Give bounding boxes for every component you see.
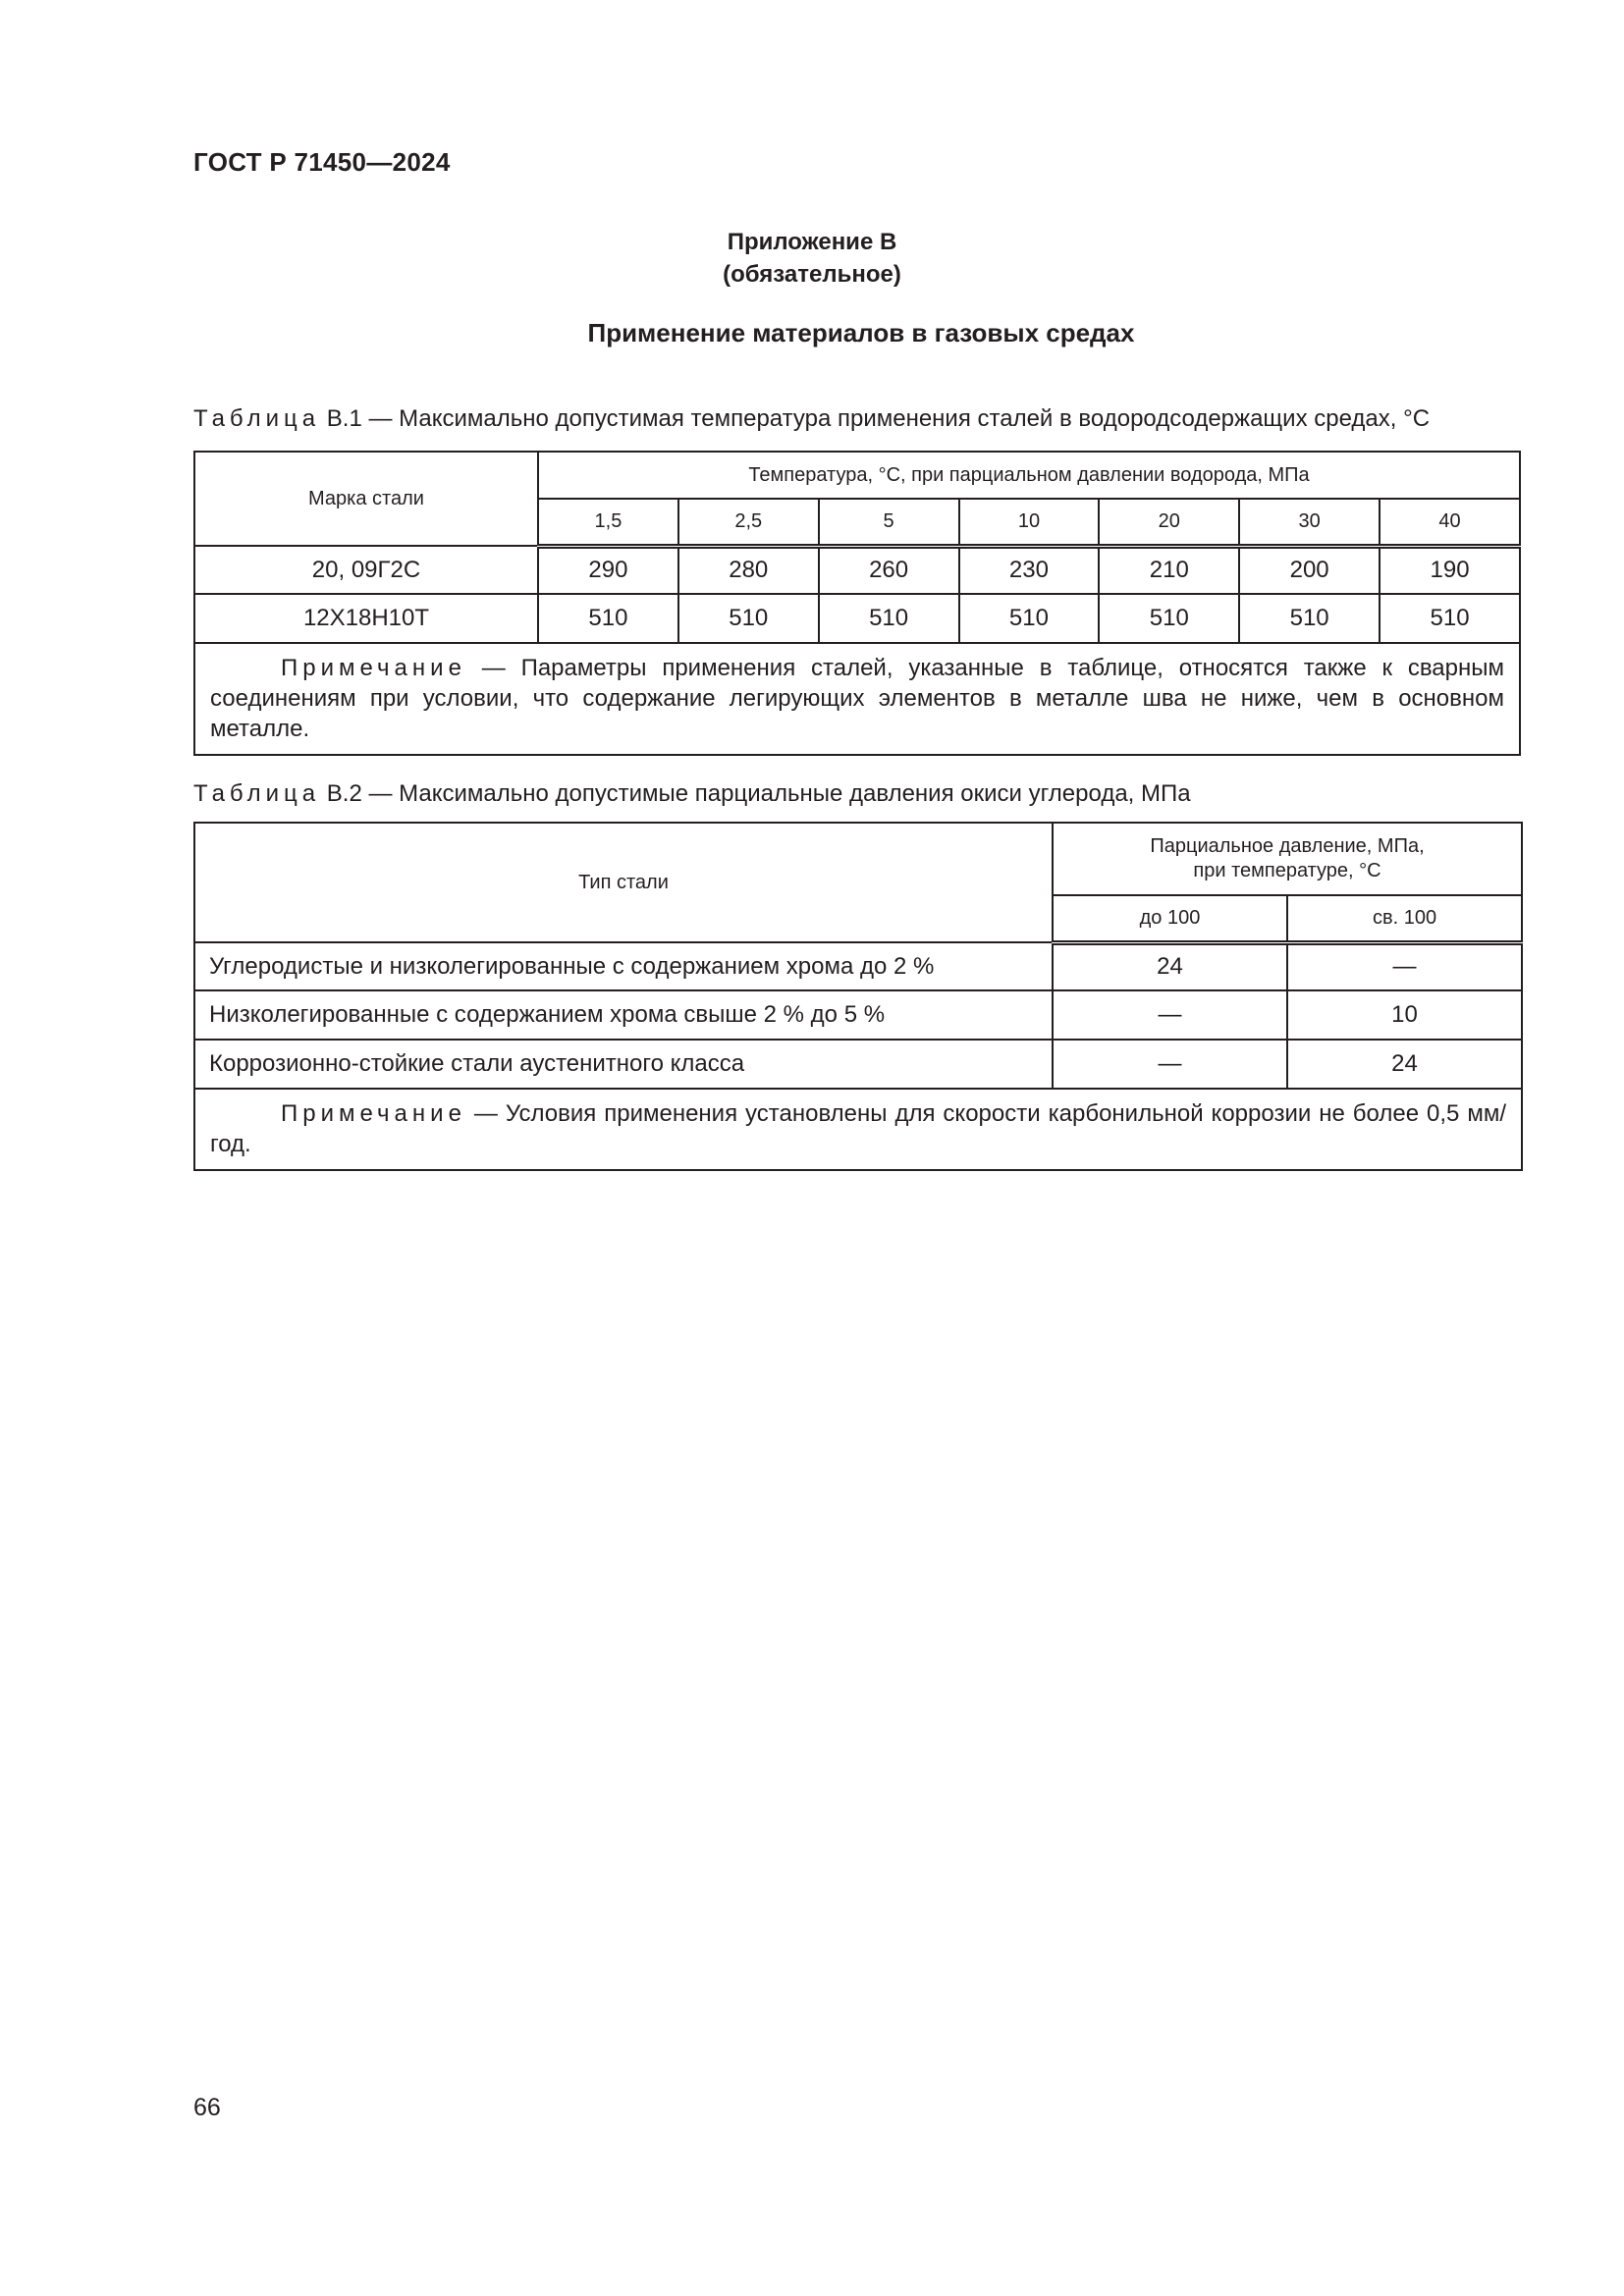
table1-value-cell: 510 <box>678 594 819 643</box>
table2-type-cell: Коррозионно-стойкие стали аустенитного класса <box>194 1040 1053 1089</box>
table1-value-cell: 510 <box>1380 594 1520 643</box>
table2-header-type: Тип стали <box>194 823 1053 942</box>
table2-caption-prefix: Таблица <box>193 780 321 807</box>
table1-pressure: 5 <box>819 499 959 546</box>
section-title: Применение материалов в газовых средах <box>587 318 1135 347</box>
table1-value-cell: 510 <box>959 594 1100 643</box>
table2-header-group-line1: Парциальное давление, МПа, <box>1150 835 1425 857</box>
table1-header-row <box>194 452 1520 499</box>
table1-header-steel: Марка стали <box>194 452 538 546</box>
table2-value-cell: — <box>1053 990 1287 1040</box>
table2-note <box>194 1089 1522 1170</box>
table1-pressure: 30 <box>1239 499 1380 546</box>
table2-type-cell: Низколегированные с содержанием хрома свыше 2 % до 5 % <box>194 990 1053 1040</box>
table1-value-cell: 210 <box>1099 546 1239 594</box>
table1-steel-cell: 12Х18Н10Т <box>194 594 538 643</box>
table1-pressure: 2,5 <box>678 499 819 546</box>
table1-header-group: Температура, °С, при парциальном давлении водорода, МПа <box>538 452 1520 499</box>
table2-temp: до 100 <box>1053 895 1287 942</box>
table-row <box>194 942 1522 990</box>
table2-caption-text: В.2 — Максимально допустимые парциальные давления окиси углерода, МПа <box>326 780 1191 807</box>
table2-value-cell: 24 <box>1287 1040 1522 1089</box>
table2-value-cell: 24 <box>1053 942 1287 990</box>
table2-caption <box>193 780 1191 808</box>
table1-value-cell: 510 <box>819 594 959 643</box>
table1-pressure: 10 <box>959 499 1100 546</box>
table1-caption <box>193 405 1430 433</box>
table-row <box>194 546 1520 594</box>
table1-note-label: Примечание <box>281 655 466 681</box>
table2 <box>193 822 1523 1171</box>
table2-value-cell: — <box>1053 1040 1287 1089</box>
table2-note-text: — Условия применения установлены для скорости карбонильной коррозии не более 0,5 мм/год. <box>210 1100 1507 1157</box>
table-row <box>194 594 1520 643</box>
table1-note-row <box>194 643 1520 755</box>
page-number: 66 <box>193 2094 221 2121</box>
table2-type-cell: Углеродистые и низколегированные с содержанием хрома до 2 % <box>194 942 1053 990</box>
table-row <box>194 1040 1522 1089</box>
table2-value-cell: — <box>1287 942 1522 990</box>
appendix-status: (обязательное) <box>723 261 901 288</box>
table1-value-cell: 510 <box>538 594 678 643</box>
table1-value-cell: 260 <box>819 546 959 594</box>
table1-caption-text: В.1 — Максимально допустимая температура применения сталей в водородсодержащих средах, °С <box>326 405 1431 432</box>
table1-value-cell: 280 <box>678 546 819 594</box>
appendix-title: Приложение В <box>727 229 897 255</box>
document-code: ГОСТ Р 71450—2024 <box>193 147 451 177</box>
table2-value-cell: 10 <box>1287 990 1522 1040</box>
table2-note-label: Примечание <box>281 1100 466 1127</box>
table2-header-group <box>1053 823 1522 895</box>
table2-note-row <box>194 1089 1522 1170</box>
table1-pressure: 1,5 <box>538 499 678 546</box>
table1-value-cell: 510 <box>1239 594 1380 643</box>
table1-caption-prefix: Таблица <box>193 405 321 432</box>
table1-value-cell: 200 <box>1239 546 1380 594</box>
table1-note <box>194 643 1520 755</box>
table1 <box>193 451 1521 756</box>
table2-header-row <box>194 823 1522 895</box>
table1-value-cell: 290 <box>538 546 678 594</box>
table1-pressure: 20 <box>1099 499 1239 546</box>
table1-value-cell: 230 <box>959 546 1100 594</box>
table1-value-cell: 190 <box>1380 546 1520 594</box>
table1-note-text: — Параметры применения сталей, указанные в таблице, относятся также к сварным соединениям при условии, что содержание легирующих элементов в металле шва не ниже, чем в основном металле. <box>210 655 1504 742</box>
table2-temp: св. 100 <box>1287 895 1522 942</box>
table1-value-cell: 510 <box>1099 594 1239 643</box>
table-row <box>194 990 1522 1040</box>
table2-header-group-line2: при температуре, °С <box>1193 860 1381 881</box>
appendix-heading <box>0 226 1624 291</box>
table1-steel-cell: 20, 09Г2С <box>194 546 538 594</box>
table1-pressure: 40 <box>1380 499 1520 546</box>
